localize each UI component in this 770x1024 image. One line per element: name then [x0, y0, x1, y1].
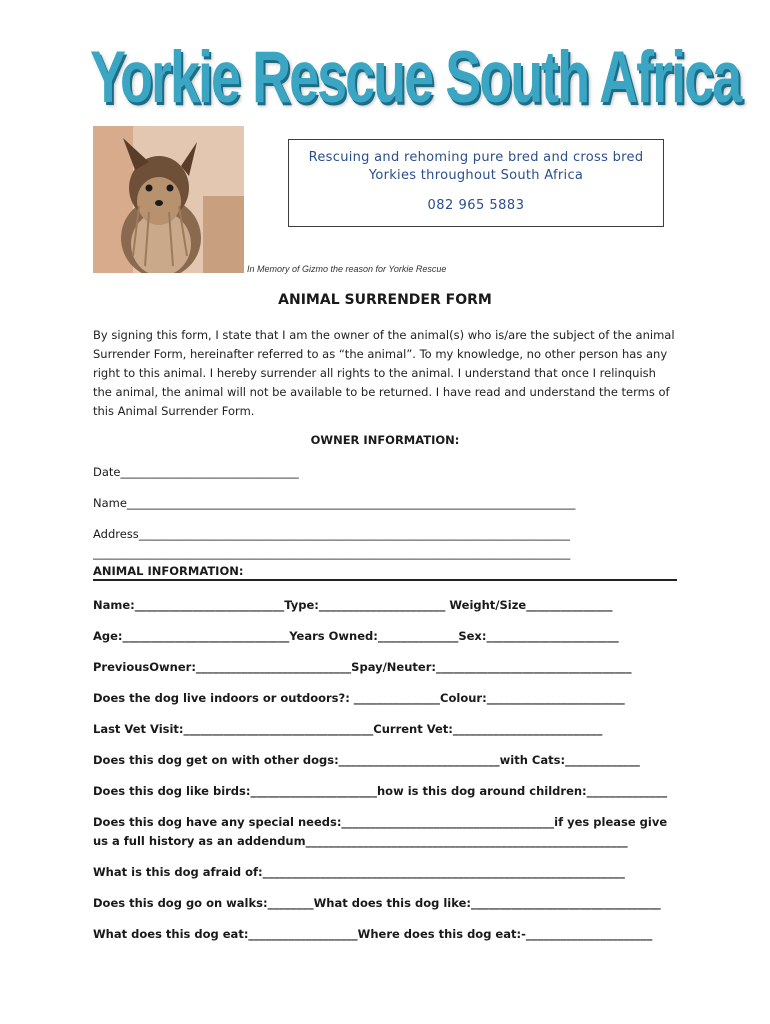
dogs-cats-row[interactable]: Does this dog get on with other dogs:____________________________with Cats:_____________	[93, 753, 640, 767]
logo-yorkie-rescue: Yorkie Rescue South Africa	[90, 37, 741, 119]
rescue-tagline: Rescuing and rehoming pure bred and cross bred Yorkies throughout South Africa	[308, 150, 644, 183]
animal-name-type-weight-row[interactable]: Name:__________________________Type:______________________ Weight/Size_______________	[93, 598, 613, 612]
special-needs-row[interactable]: Does this dog have any special needs:_____________________________________if yes please give	[93, 815, 668, 829]
afraid-of-row[interactable]: What is this dog afraid of:_______________________________________________________________	[93, 865, 625, 879]
memory-caption: In Memory of Gizmo the reason for Yorkie Rescue	[247, 264, 447, 274]
birds-children-row[interactable]: Does this dog like birds:______________________how is this dog around children:______________	[93, 784, 668, 798]
indoors-colour-row[interactable]: Does the dog live indoors or outdoors?: _______________Colour:________________________	[93, 691, 625, 705]
walks-likes-row[interactable]: Does this dog go on walks:________What does this dog like:_________________________________	[93, 896, 661, 910]
age-years-sex-row[interactable]: Age:_____________________________Years Owned:______________Sex:_______________________	[93, 629, 619, 643]
date-field[interactable]: Date_______________________________	[93, 465, 299, 479]
previous-owner-spay-row[interactable]: PreviousOwner:___________________________Spay/Neuter:__________________________________	[93, 660, 632, 674]
intro-paragraph: By signing this form, I state that I am the owner of the animal(s) who is/are the subject of the animal Surrender Form, hereinafter referred to as “the animal”. To my knowledge, no other person has any right to this animal. I hereby surrender all rights to the animal. I understand that once I relinquish the animal, the animal will not be available to be returned. I have read and understand the terms of this Animal Surrender Form.	[93, 328, 675, 418]
eat-where-row[interactable]: What does this dog eat:___________________Where does this dog eat:-______________________	[93, 927, 653, 941]
vet-visit-row[interactable]: Last Vet Visit:_________________________________Current Vet:__________________________	[93, 722, 603, 736]
address-field[interactable]: Address___________________________________________________________________________	[93, 527, 571, 541]
rescue-phone: 082 965 5883	[427, 198, 525, 213]
owner-information-heading: OWNER INFORMATION:	[310, 433, 460, 447]
form-title: ANIMAL SURRENDER FORM	[278, 292, 492, 308]
addendum-row[interactable]: us a full history as an addendum________________________________________________________	[93, 834, 628, 848]
yorkie-photo	[93, 126, 244, 273]
rescue-info-box	[288, 139, 664, 227]
address-line-2[interactable]: ___________________________________________________________________________________	[93, 546, 571, 560]
animal-information-heading: ANIMAL INFORMATION:	[93, 564, 244, 578]
section-divider	[93, 579, 677, 581]
owner-name-field[interactable]: Name______________________________________________________________________________	[93, 496, 576, 510]
